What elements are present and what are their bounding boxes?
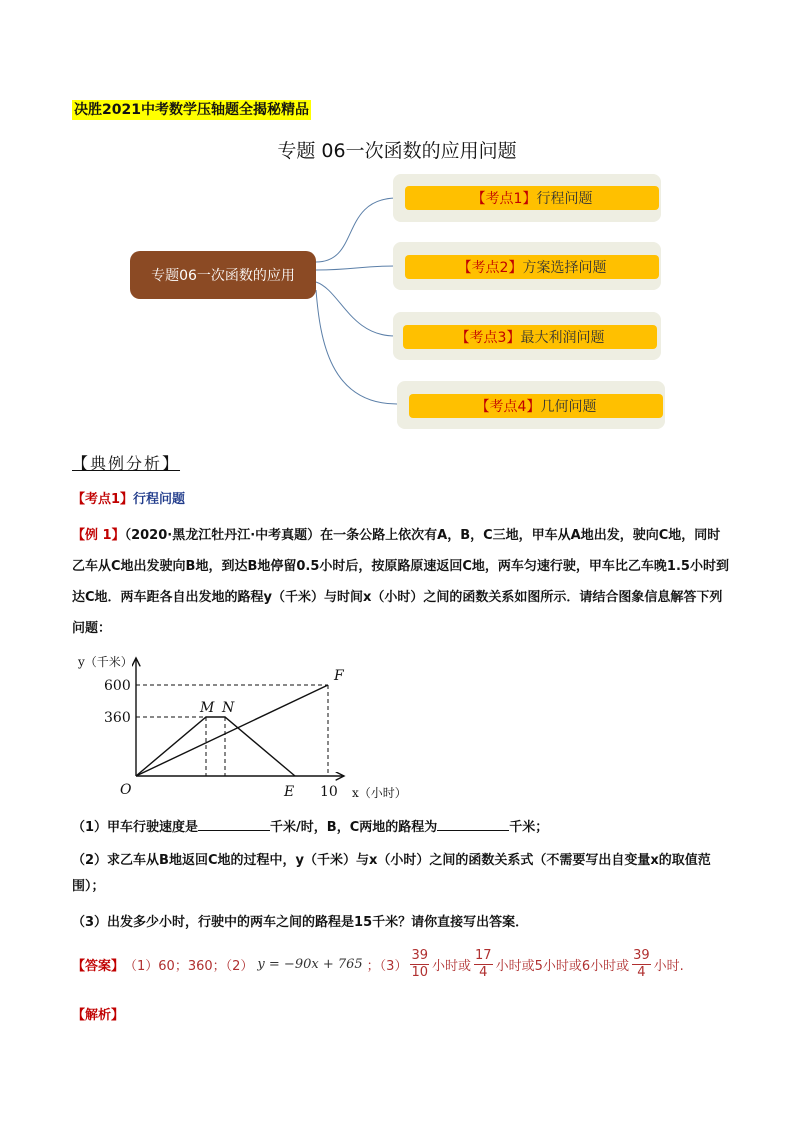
x-tick-10: 10	[320, 784, 338, 800]
page-title: 专题 06一次函数的应用问题	[277, 140, 517, 162]
numerator: 17	[475, 948, 492, 963]
answer-label: 【答案】	[72, 959, 125, 974]
answer-sep-1: 小时或	[432, 959, 472, 974]
mindmap-branch-2	[405, 255, 659, 279]
y-tick-600: 600	[104, 678, 131, 694]
y-axis-label: y（千米）	[78, 655, 133, 669]
mindmap-root-node: 专题06一次函数的应用	[130, 251, 316, 299]
point-f-label: F	[334, 668, 344, 684]
q1-text-a: （1）甲车行驶速度是	[72, 820, 199, 835]
point-n-label: N	[222, 700, 235, 716]
branch-text: 几何问题	[540, 399, 597, 415]
distance-time-graph	[72, 650, 412, 805]
origin-label: O	[120, 782, 132, 798]
line-OF	[136, 685, 328, 776]
answer-part-2: ；（3）	[366, 959, 408, 974]
point-m-label: M	[200, 700, 215, 716]
question-1	[72, 815, 732, 841]
topic-bracket: 【考点1】	[72, 492, 134, 507]
q1-text-b: 千米/时，B，C两地的路程为	[270, 820, 438, 835]
q1-text-c: 千米；	[509, 820, 549, 835]
answer-blank	[437, 816, 509, 831]
numerator: 39	[633, 948, 650, 963]
branch-key: 【考点1】	[471, 191, 537, 207]
example-paragraph	[72, 520, 732, 644]
branch-key: 【考点4】	[475, 399, 541, 415]
numerator: 39	[411, 948, 428, 963]
mindmap-branch-4	[409, 394, 663, 418]
answer-sep-2: 小时或5小时或6小时或	[495, 959, 630, 974]
y-tick-360: 360	[104, 710, 131, 726]
question-3: （3）出发多少小时，行驶中的两车之间的路程是15千米？请你直接写出答案．	[72, 915, 529, 930]
example-text: （2020·黑龙江牡丹江·中考真题）在一条公路上依次有A，B，C三地，甲车从A地出发，驶向C地，同时乙车从C地出发驶向B地，到达B地停留0.5小时后，按原路原速返回C地，两车匀速行驶，甲车比乙车晚1.5小时到达C地．两车距各自出发地的路程y（千米）与时间x（小时）之间的函数关系如图所示．请结合图象信息解答下列问题：	[72, 528, 729, 636]
denominator: 4	[479, 965, 488, 980]
answer-sep-3: 小时.	[653, 959, 684, 974]
header-banner: 决胜2021中考数学压轴题全揭秘精品	[74, 102, 309, 118]
mindmap-branch-3	[403, 325, 657, 349]
branch-text: 方案选择问题	[522, 260, 607, 276]
analysis-label: 【解析】	[72, 1008, 125, 1023]
fraction-1	[410, 948, 429, 981]
branch-text: 行程问题	[536, 191, 593, 207]
topic-heading	[72, 488, 185, 507]
point-e-label: E	[284, 784, 295, 800]
section-heading: 【典例分析】	[72, 454, 181, 473]
branch-text: 最大利润问题	[520, 330, 605, 346]
example-label: 【例 1】	[72, 528, 125, 543]
question-2: （2）求乙车从B地返回C地的过程中，y（千米）与x（小时）之间的函数关系式（不需要写出自变量x的取值范围）；	[72, 853, 711, 894]
denominator: 10	[411, 965, 428, 980]
denominator: 4	[637, 965, 646, 980]
answer-line	[72, 948, 684, 981]
mindmap-branch-1	[405, 186, 659, 210]
x-axis-label: x（小时）	[352, 786, 407, 800]
topic-text: 行程问题	[133, 492, 186, 507]
fraction-2	[474, 948, 493, 981]
fraction-3	[632, 948, 651, 981]
answer-equation: y = −90x + 765	[257, 957, 363, 972]
line-OMNE	[136, 717, 295, 776]
answer-part-1: （1）60；360；（2）	[124, 959, 254, 974]
branch-key: 【考点2】	[457, 260, 523, 276]
answer-blank	[198, 816, 270, 831]
branch-key: 【考点3】	[455, 330, 521, 346]
